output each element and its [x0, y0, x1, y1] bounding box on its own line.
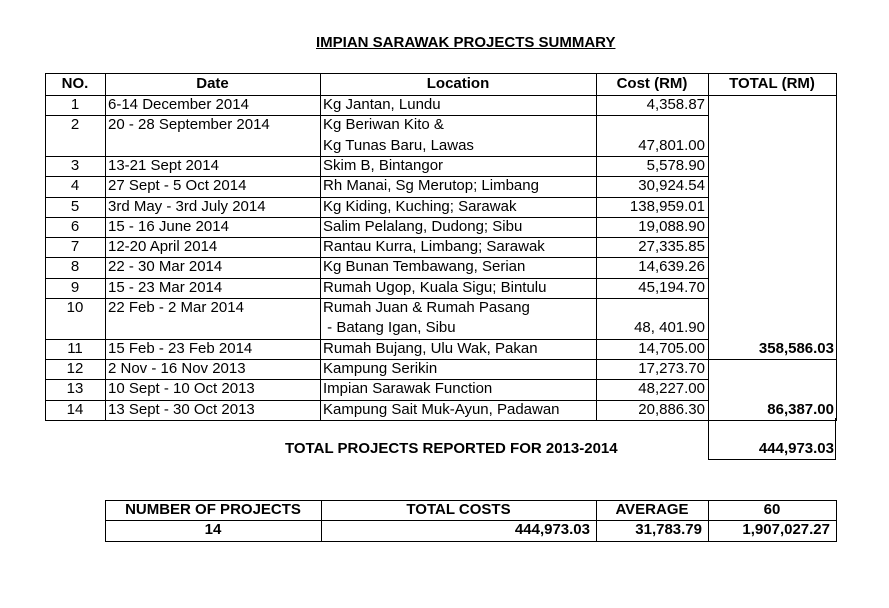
row-number: 9 — [70, 278, 80, 296]
row-date: 15 - 23 Mar 2014 — [108, 278, 223, 296]
row-number: 4 — [70, 177, 80, 195]
header-location: Location — [426, 75, 490, 92]
summary-value: 31,783.79 — [635, 521, 702, 538]
row-date: 10 Sept - 10 Oct 2013 — [108, 380, 255, 398]
row-date: 20 - 28 September 2014 — [108, 116, 270, 134]
row-cost: 47,801.00 — [638, 136, 705, 154]
row-location: Kg Jantan, Lundu — [323, 96, 441, 113]
row-date: 3rd May - 3rd July 2014 — [108, 197, 266, 215]
row-date: 13 Sept - 30 Oct 2013 — [108, 400, 255, 418]
row-location: Rh Manai, Sg Merutop; Limbang — [323, 177, 539, 195]
row-number: 2 — [70, 116, 80, 134]
header-total: TOTAL (RM) — [729, 75, 815, 92]
row-location: Kampung Serikin — [323, 359, 438, 377]
row-cost: 27,335.85 — [638, 238, 705, 256]
header-no: NO. — [61, 75, 89, 92]
summary-header: TOTAL COSTS — [406, 501, 511, 518]
row-date: 15 Feb - 23 Feb 2014 — [108, 339, 253, 357]
table-top-border — [45, 73, 837, 74]
row-location: Impian Sarawak Function — [323, 380, 493, 398]
summary-header: 60 — [763, 501, 781, 518]
row-cost: 17,273.70 — [638, 359, 705, 377]
row-cost: 48, 401.90 — [634, 319, 705, 337]
column-divider — [708, 73, 709, 421]
summary-header: AVERAGE — [615, 501, 689, 518]
row-date: 22 Feb - 2 Mar 2014 — [108, 299, 244, 316]
row-date: 27 Sept - 5 Oct 2014 — [108, 177, 247, 195]
row-location: Rumah Bujang, Ulu Wak, Pakan — [323, 339, 538, 357]
row-date: 12-20 April 2014 — [108, 238, 218, 256]
row-cost: 19,088.90 — [638, 217, 705, 235]
row-cost: 30,924.54 — [638, 177, 705, 195]
header-cost: Cost (RM) — [616, 75, 688, 92]
row-number: 11 — [67, 339, 83, 357]
grand-total-value: 444,973.03 — [758, 440, 834, 457]
summary-value: 444,973.03 — [514, 521, 590, 538]
row-number: 1 — [70, 96, 80, 113]
row-group-total: 86,387.00 — [767, 400, 834, 418]
row-location: Kg Tunas Baru, Lawas — [323, 136, 474, 154]
row-location: - Batang Igan, Sibu — [323, 319, 456, 337]
row-cost: 20,886.30 — [638, 400, 705, 418]
summary-border — [105, 541, 837, 542]
row-number: 6 — [70, 217, 80, 235]
row-location: Kg Beriwan Kito & — [323, 116, 444, 134]
row-number: 5 — [70, 197, 80, 215]
column-divider — [105, 73, 106, 421]
row-cost: 45,194.70 — [638, 278, 705, 296]
row-number: 8 — [70, 258, 80, 276]
row-group-total: 358,586.03 — [758, 339, 834, 357]
summary-value: 1,907,027.27 — [742, 521, 830, 538]
row-date: 6-14 December 2014 — [108, 96, 249, 113]
row-number: 10 — [66, 299, 84, 316]
row-number: 13 — [66, 380, 84, 398]
row-location: Kampung Sait Muk-Ayun, Padawan — [323, 400, 560, 418]
row-cost: 48,227.00 — [638, 380, 705, 398]
row-number: 3 — [70, 156, 80, 174]
row-location: Rumah Ugop, Kuala Sigu; Bintulu — [323, 278, 547, 296]
row-date: 2 Nov - 16 Nov 2013 — [108, 359, 246, 377]
row-number: 7 — [70, 238, 80, 256]
row-location: Skim B, Bintangor — [323, 156, 444, 174]
row-location: Rumah Juan & Rumah Pasang — [323, 299, 530, 316]
row-location: Rantau Kurra, Limbang; Sarawak — [323, 238, 545, 256]
row-location: Kg Bunan Tembawang, Serian — [323, 258, 526, 276]
column-divider — [836, 73, 837, 421]
header-date: Date — [196, 75, 229, 92]
column-divider — [320, 73, 321, 421]
row-location: Salim Pelalang, Dudong; Sibu — [323, 217, 523, 235]
row-number: 14 — [66, 400, 84, 418]
summary-value: 14 — [204, 521, 222, 538]
grand-total-label: TOTAL PROJECTS REPORTED FOR 2013-2014 — [285, 440, 618, 457]
row-cost: 4,358.87 — [646, 96, 705, 113]
summary-divider — [836, 500, 837, 542]
summary-header: NUMBER OF PROJECTS — [125, 501, 301, 518]
row-cost: 14,705.00 — [638, 339, 705, 357]
row-date: 22 - 30 Mar 2014 — [108, 258, 223, 276]
row-cost: 138,959.01 — [629, 197, 705, 215]
page-title: IMPIAN SARAWAK PROJECTS SUMMARY — [316, 34, 616, 51]
row-number: 12 — [66, 359, 84, 377]
row-date: 15 - 16 June 2014 — [108, 217, 229, 235]
row-border — [45, 420, 708, 421]
row-cost: 5,578.90 — [646, 156, 705, 174]
row-cost: 14,639.26 — [638, 258, 705, 276]
row-location: Kg Kiding, Kuching; Sarawak — [323, 197, 517, 215]
row-date: 13-21 Sept 2014 — [108, 156, 219, 174]
total-border — [708, 359, 837, 360]
